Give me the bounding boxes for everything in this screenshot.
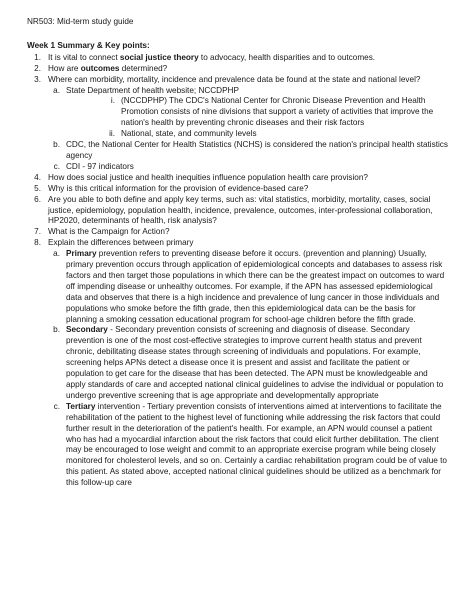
sub-item-letter: b. bbox=[53, 140, 60, 150]
emphasis-text: social justice theory bbox=[119, 52, 199, 62]
emphasis-text: Primary bbox=[66, 249, 97, 259]
sub-list-item bbox=[27, 162, 448, 173]
list-item bbox=[27, 227, 448, 238]
list-item bbox=[27, 64, 448, 75]
item-number: 6. bbox=[34, 194, 41, 204]
sub-sub-item-numeral: ii. bbox=[109, 129, 115, 139]
sub-list-item bbox=[27, 140, 448, 162]
item-number: 7. bbox=[34, 227, 41, 237]
sub-item-text: Secondary - Secondary prevention consists of screening and diagnosis of disease. Secondary prevention is one of the most cost-effective strategies to improve current health status and prevent chronic, debilitating disease states through screening of individuals and populations. For example, screening helps APNs detect a disease once it is present and assist and facilitate the patient or population to get care for the disease that has been detected. The APN must be knowledgeable and apply standards of care and accepted national clinical guidelines to advise the individual or population to undergo preventive screening that is age appropriate and developmentally appropriate bbox=[66, 325, 444, 400]
document-title: NR503: Mid-term study guide bbox=[27, 17, 134, 26]
sub-sub-list-item bbox=[27, 129, 448, 140]
sub-item-letter: c. bbox=[53, 401, 60, 411]
sub-item-letter: a. bbox=[53, 85, 60, 95]
item-text: Are you able to both define and apply key terms, such as: vital statistics, morbidity, mortality, cases, social justice, epidemiology, population health, incidence, prevalence, outcomes, inter-professional collaboration, HP2020, determinants of health, risk analysis? bbox=[48, 194, 433, 226]
sub-sub-item-numeral: i. bbox=[110, 96, 115, 106]
list-item bbox=[27, 53, 448, 64]
item-text: How are outcomes determined? bbox=[48, 63, 168, 73]
sub-item-letter: b. bbox=[53, 325, 60, 335]
list-item bbox=[27, 184, 448, 195]
list-item bbox=[27, 195, 448, 228]
item-text: It is vital to connect social justice theory to advocacy, health disparities and to outcomes. bbox=[48, 52, 376, 62]
list-item bbox=[27, 173, 448, 184]
list-item bbox=[27, 75, 448, 86]
sub-sub-item-text: National, state, and community levels bbox=[121, 129, 257, 139]
emphasis-text: Tertiary bbox=[66, 401, 96, 411]
list-item bbox=[27, 238, 448, 249]
sub-sub-list-item bbox=[27, 96, 448, 129]
item-text: Explain the differences between primary bbox=[48, 238, 194, 248]
item-text: How does social justice and health inequities influence population health care provision? bbox=[48, 172, 368, 182]
section-heading: Week 1 Summary & Key points: bbox=[27, 40, 150, 50]
sub-item-text: CDI - 97 indicators bbox=[66, 161, 134, 171]
item-number: 1. bbox=[34, 52, 41, 62]
item-number: 2. bbox=[34, 63, 41, 73]
item-number: 4. bbox=[34, 172, 41, 182]
sub-item-letter: a. bbox=[53, 249, 60, 259]
emphasis-text: outcomes bbox=[80, 63, 120, 73]
item-text: What is the Campaign for Action? bbox=[48, 227, 170, 237]
sub-sub-item-text: (NCCDPHP) The CDC's National Center for Chronic Disease Prevention and Health Promotion consists of nine divisions that support a variety of activities that improve the nation's health by preventing chronic diseases and their risk factors bbox=[121, 96, 434, 128]
item-text: Why is this critical information for the provision of evidence-based care? bbox=[48, 183, 309, 193]
sub-list-item bbox=[27, 402, 448, 489]
sub-list-item bbox=[27, 325, 448, 401]
item-number: 5. bbox=[34, 183, 41, 193]
sub-list-item bbox=[27, 249, 448, 325]
item-number: 8. bbox=[34, 238, 41, 248]
emphasis-text: Secondary bbox=[66, 325, 108, 335]
sub-item-letter: c. bbox=[53, 161, 60, 171]
sub-item-text: Primary prevention refers to preventing disease before it occurs. (prevention and planning) Usually, primary prevention occurs through application of epidemiological concepts and databases to assess risk factors and then target those populations in which there can be the greatest impact on outcomes to ward off impending disease or unhealthy outcomes. For example, if the APN has assessed epidemiological data and observes that there is a high incidence and prevalence of lung cancer in those individuals and populations who smoke before the fifth grade, then this epidemiological data can be the basis for planning a smoking cessation educational program for school-age children before the fifth grade. bbox=[66, 249, 445, 324]
item-text: Where can morbidity, mortality, incidence and prevalence data be found at the state and national level? bbox=[48, 74, 421, 84]
sub-list-item bbox=[27, 86, 448, 97]
sub-item-text: CDC, the National Center for Health Statistics (NCHS) is considered the nation's principal health statistics agency bbox=[66, 140, 448, 160]
sub-item-text: Tertiary intervention - Tertiary prevention consists of interventions aimed at interventions to facilitate the rehabilitation of the patient to the highest level of functioning while addressing the risk factors that could further result in the deterioration of the patient's health. For example, an APN would counsel a patient who has had a myocardial infarction about the risk factors that could elicit further debilitation. The client may be encouraged to lose weight and commit to an appropriate exercise program while being closely monitored for cholesterol levels, and so on. Certainly a cardiac rehabilitation program could be of value to this patient. As stated above, accepted national clinical guidelines should be utilized as a benchmark for this follow-up care bbox=[66, 401, 447, 488]
sub-item-text: State Department of health website; NCCDPHP bbox=[66, 85, 239, 95]
item-number: 3. bbox=[34, 74, 41, 84]
